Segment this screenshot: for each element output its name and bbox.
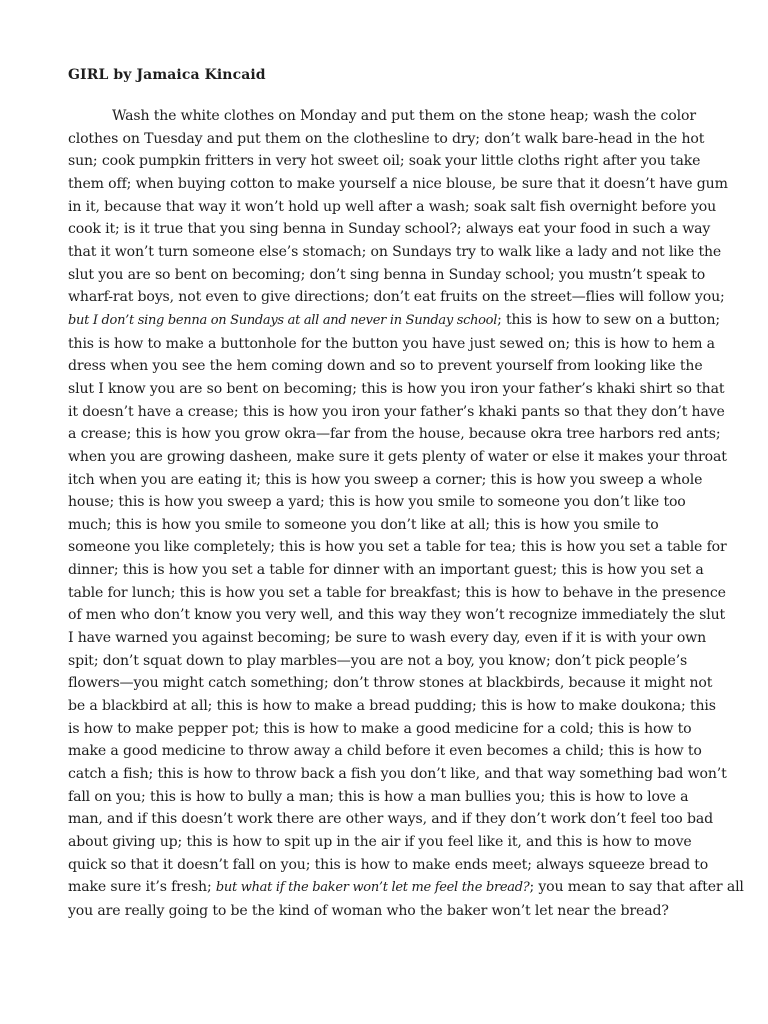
text-segment: them off; when buying cotton to make yourself a nice blouse, be sure that it doesn’t have gum: [68, 175, 728, 192]
text-segment: is how to make pepper pot; this is how to make a good medicine for a cold; this is how to: [68, 720, 692, 737]
text-line: [68, 876, 744, 900]
text-line: [68, 514, 708, 537]
text-line: [68, 355, 708, 378]
text-line: [68, 218, 711, 241]
text-segment: this is how to make a buttonhole for the button you have just sewed on; this is how to hem a: [68, 335, 715, 352]
text-segment: I have warned you against becoming; be sure to wash every day, even if it is with your own: [68, 630, 706, 647]
italic-text: but what if the baker won’t let me feel the bread?: [215, 880, 530, 896]
text-segment: you are really going to be the kind of woman who the baker won’t let near the bread?: [68, 902, 669, 919]
text-segment: dress when you see the hem coming down and so to prevent yourself from looking like the: [68, 358, 703, 375]
document-title: GIRL by Jamaica Kincaid: [68, 67, 266, 83]
text-line: [68, 672, 713, 695]
italic-text: but I don’t sing benna on Sundays at all and never in Sunday school: [68, 312, 498, 328]
text-line: [68, 695, 716, 718]
text-line: [68, 423, 721, 446]
text-line: [68, 763, 727, 786]
text-segment: catch a fish; this is how to throw back a fish you don’t like, and that way something bad won’t: [68, 766, 727, 783]
text-segment: be a blackbird at all; this is how to make a bread pudding; this is how to make doukona; this: [68, 698, 716, 715]
text-segment: itch when you are eating it; this is how you sweep a corner; this is how you sweep a whole: [68, 471, 703, 488]
text-segment: man, and if this doesn’t work there are other ways, and if they don’t work don’t feel too bad: [68, 811, 713, 828]
text-segment: slut you are so bent on becoming; don’t sing benna in Sunday school; you mustn’t speak to: [68, 266, 706, 283]
text-segment: it doesn’t have a crease; this is how you iron your father’s khaki pants so that they don’t have: [68, 403, 725, 420]
text-line: [68, 286, 725, 309]
text-segment: that it won’t turn someone else’s stomach; on Sundays try to walk like a lady and not like the: [68, 243, 722, 260]
text-line: [68, 582, 726, 605]
text-segment: wharf-rat boys, not even to give directions; don’t eat fruits on the street—flies will follow you;: [68, 289, 725, 306]
text-line: [68, 196, 717, 219]
text-segment: slut I know you are so bent on becoming; this is how you iron your father’s khaki shirt so that: [68, 380, 725, 397]
text-line: [68, 469, 708, 492]
text-segment: house; this is how you sweep a yard; this is how you smile to someone you don’t like too: [68, 494, 686, 511]
text-line: [68, 378, 725, 401]
text-segment: when you are growing dasheen, make sure it gets plenty of water or else it makes your throat: [68, 448, 727, 465]
text-segment: sun; cook pumpkin fritters in very hot sweet oil; soak your little cloths right after you take: [68, 153, 701, 170]
text-segment: make sure it’s fresh;: [68, 879, 216, 896]
text-line: [68, 786, 708, 809]
text-segment: quick so that it doesn’t fall on you; this is how to make ends meet; always squeeze bread to: [68, 856, 709, 873]
text-line: [68, 536, 727, 559]
text-segment: table for lunch; this is how you set a table for breakfast; this is how to behave in the presence: [68, 584, 726, 601]
text-segment: in it, because that way it won’t hold up well after a wash; soak salt fish overnight before you: [68, 198, 717, 215]
body-paragraph: [68, 105, 744, 923]
text-line: [68, 718, 708, 741]
text-line: [68, 491, 708, 514]
text-line: [68, 401, 725, 424]
text-line: [68, 854, 708, 877]
text-line: [68, 627, 708, 650]
text-line: [68, 808, 713, 831]
text-segment: Wash the white clothes on Monday and put them on the stone heap; wash the color: [112, 108, 696, 124]
text-line: [68, 173, 728, 196]
text-line: [68, 446, 727, 469]
text-line: [68, 650, 708, 673]
text-line: [68, 309, 721, 333]
text-segment: flowers—you might catch something; don’t throw stones at blackbirds, because it might not: [68, 675, 713, 692]
text-line: [68, 900, 708, 923]
text-line: [68, 333, 715, 356]
text-line: [68, 740, 708, 763]
text-line: [68, 264, 708, 287]
document-page: [68, 65, 744, 923]
text-line: [68, 559, 708, 582]
text-segment: ; you mean to say that after all: [529, 879, 744, 896]
text-segment: cook it; is it true that you sing benna in Sunday school?; always eat your food in such a way: [68, 221, 711, 238]
text-segment: fall on you; this is how to bully a man; this is how a man bullies you; this is how to love a: [68, 788, 689, 805]
text-line: [68, 128, 708, 151]
text-segment: dinner; this is how you set a table for dinner with an important guest; this is how you set a: [68, 562, 704, 579]
text-line: [68, 241, 722, 264]
text-segment: make a good medicine to throw away a child before it even becomes a child; this is how to: [68, 743, 702, 760]
text-line: [68, 105, 708, 128]
text-segment: ; this is how to sew on a button;: [497, 311, 721, 328]
text-segment: of men who don’t know you very well, and this way they won’t recognize immediately the slut: [68, 607, 726, 624]
text-segment: a crease; this is how you grow okra—far from the house, because okra tree harbors red ants;: [68, 426, 721, 443]
text-segment: someone you like completely; this is how you set a table for tea; this is how you set a table for: [68, 539, 727, 556]
text-line: [68, 831, 708, 854]
text-line: [68, 604, 726, 627]
text-segment: spit; don’t squat down to play marbles—you are not a boy, you know; don’t pick people’s: [68, 652, 688, 669]
text-segment: about giving up; this is how to spit up in the air if you feel like it, and this is how to move: [68, 834, 692, 850]
text-segment: clothes on Tuesday and put them on the clothesline to dry; don’t walk bare-head in the hot: [68, 130, 705, 147]
text-segment: much; this is how you smile to someone you don’t like at all; this is how you smile to: [68, 516, 659, 533]
text-line: [68, 150, 708, 173]
